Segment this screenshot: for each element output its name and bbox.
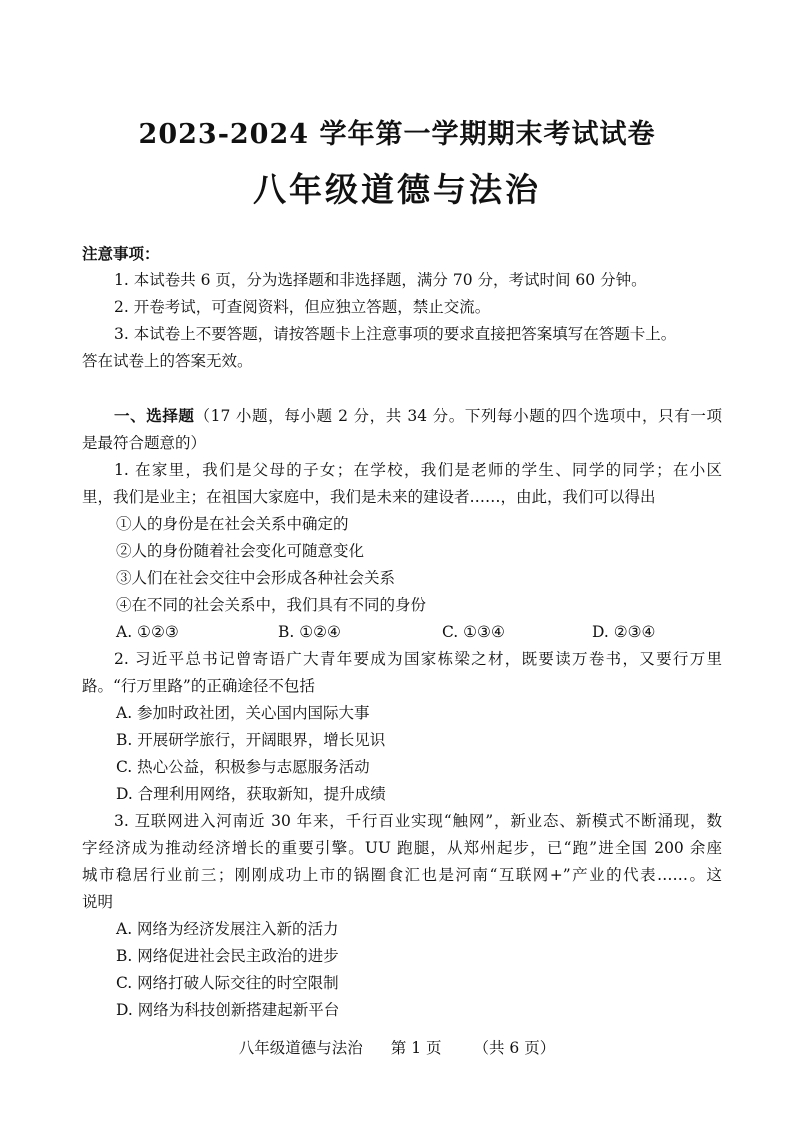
section1-desc-cont: 是最符合题意的） (82, 434, 207, 452)
footer-total-pages: （共 6 页） (473, 1039, 556, 1057)
q1-option-b: B. ①②④ (278, 623, 341, 641)
exam-body (82, 240, 722, 1024)
q3-stem-line-1: 3. 互联网进入河南近 30 年来，千行百业实现“触网”，新业态、新模式不断涌现，数 (114, 812, 722, 830)
q1-stem-line-2: 里，我们是业主；在祖国大家庭中，我们是未来的建设者……，由此，我们可以得出 (82, 488, 656, 506)
q2-option-b: B. 开展研学旅行，开阔眼界，增长见识 (116, 731, 386, 749)
notes-heading: 注意事项： (82, 244, 160, 263)
q3-stem-line-3: 城市稳居行业前三；刚刚成功上市的锅圈食汇也是河南“互联网+”产业的代表……。这 (82, 866, 722, 884)
note-item-1: 1. 本试卷共 6 页，分为选择题和非选择题，满分 70 分，考试时间 60 分钟。 (114, 271, 647, 289)
q3-stem-line-4: 说明 (82, 893, 114, 911)
footer-page-number: 第 1 页 (390, 1039, 442, 1057)
exam-title: 2023-2024 学年第一学期期末考试试卷 (138, 119, 656, 150)
q3-option-c: C. 网络打破人际交往的时空限制 (116, 974, 339, 992)
q3-option-d: D. 网络为科技创新搭建起新平台 (116, 1001, 340, 1019)
q1-options (82, 619, 722, 646)
section-spacer (82, 375, 722, 402)
page-footer (0, 1036, 794, 1058)
q1-statement-4: ④在不同的社会关系中，我们具有不同的身份 (116, 596, 427, 614)
q2-stem-line-1: 2. 习近平总书记曾寄语广大青年要成为国家栋梁之材，既要读万卷书，又要行万里 (114, 650, 722, 668)
q2-stem-line-2: 路。“行万里路”的正确途径不包括 (82, 677, 315, 695)
q2-option-c: C. 热心公益，积极参与志愿服务活动 (116, 758, 370, 776)
section1-desc: （17 小题，每小题 2 分，共 34 分。下列每小题的四个选项中，只有一项 (194, 407, 722, 425)
note-item-3: 3. 本试卷上不要答题，请按答题卡上注意事项的要求直接把答案填写在答题卡上。 (114, 325, 677, 343)
q1-statement-3: ③人们在社会交往中会形成各种社会关系 (116, 569, 396, 587)
q2-option-a: A. 参加时政社团，关心国内国际大事 (116, 704, 370, 722)
q3-option-a: A. 网络为经济发展注入新的活力 (116, 920, 339, 938)
footer-subject: 八年级道德与法治 (238, 1039, 363, 1057)
q3-stem-line-2: 字经济成为推动经济增长的重要引擎。UU 跑腿，从郑州起步，已“跑”进全国 200 余座 (82, 839, 722, 857)
q1-statement-2: ②人的身份随着社会变化可随意变化 (116, 542, 365, 560)
q1-option-c: C. ①③④ (442, 623, 505, 641)
section1-heading-line (82, 402, 722, 430)
exam-subject: 八年级道德与法治 (253, 170, 541, 209)
q3-option-b: B. 网络促进社会民主政治的进步 (116, 947, 339, 965)
q1-option-a: A. ①②③ (116, 623, 179, 641)
note-item-2: 2. 开卷考试，可查阅资料，但应独立答题，禁止交流。 (114, 298, 491, 316)
section1-heading: 一、选择题 (114, 406, 195, 425)
note-item-3-cont: 答在试卷上的答案无效。 (82, 352, 253, 370)
q2-option-d: D. 合理利用网络，获取新知，提升成绩 (116, 785, 386, 803)
q1-stem-line-1: 1. 在家里，我们是父母的子女；在学校，我们是老师的学生、同学的同学；在小区 (114, 461, 722, 479)
q1-option-d: D. ②③④ (592, 623, 656, 641)
q1-statement-1: ①人的身份是在社会关系中确定的 (116, 515, 349, 533)
